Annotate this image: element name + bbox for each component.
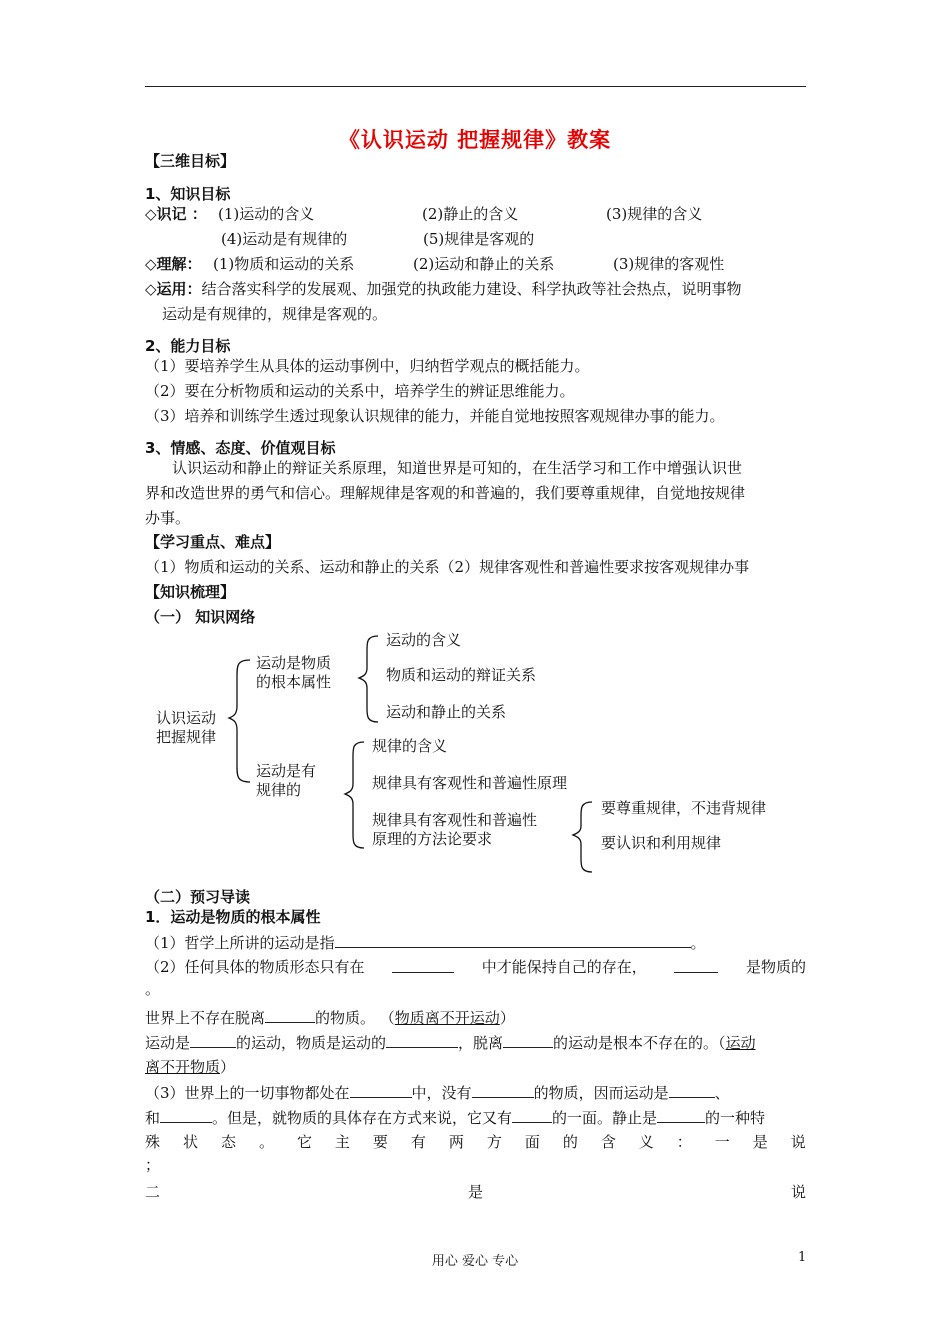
subsection-knowledge-network: （一） 知识网络 (145, 608, 256, 626)
question-line (145, 932, 706, 953)
question-line (145, 1007, 515, 1028)
underlined-text: 离不开物质 (145, 1058, 221, 1076)
question-char: 方 (486, 1133, 502, 1151)
question-line (145, 1132, 806, 1152)
tree-root-line: 把握规律 (156, 728, 217, 746)
fill-blank[interactable] (674, 957, 718, 973)
question-text: （1）哲学上所讲的运动是指 (145, 934, 335, 952)
ability-item: （3）培养和训练学生透过现象认识规律的能力，并能自觉地按照客观规律办事的能力。 (145, 407, 725, 425)
fill-blank[interactable] (472, 1082, 534, 1098)
key-points-text: （1）物质和运动的关系、运动和静止的关系（2）规律客观性和普遍性要求按客观规律办事 (145, 558, 750, 576)
apply-label: ◇运用： (145, 280, 202, 298)
fill-blank[interactable] (386, 1032, 458, 1048)
justified-line (145, 1132, 806, 1152)
question-text: 、 (714, 1084, 730, 1102)
justified-line (145, 957, 806, 977)
question-line (145, 1032, 756, 1053)
question-text: 的一面。静止是 (552, 1109, 658, 1127)
tree-item: 规律的含义 (372, 737, 448, 755)
apply-text-cont: 运动是有规律的，规律是客观的。 (162, 305, 388, 323)
page-footer: 用心 爱心 专心 (431, 1254, 519, 1269)
brace-branch1 (359, 636, 378, 722)
fill-blank[interactable] (657, 1107, 705, 1123)
question-char: ： (676, 1133, 692, 1151)
remember-item: (4)运动是有规律的 (221, 230, 348, 248)
fill-blank[interactable] (190, 1032, 236, 1048)
question-char: 是 (752, 1133, 768, 1151)
tree-branch2-line: 运动是有 (256, 762, 317, 780)
question-char: 说 (790, 1133, 806, 1151)
tree-branch2-line: 规律的 (256, 781, 302, 799)
fill-blank[interactable] (669, 1082, 715, 1098)
remember-label: ◇识记 ： (145, 205, 207, 223)
heading-motion-attribute-text: 1．运动是物质的根本属性 (145, 908, 321, 926)
underlined-text: 物质离不开运动 (394, 1009, 500, 1027)
tree-branch1-line: 运动是物质 (256, 654, 332, 672)
fill-blank[interactable] (160, 1107, 212, 1123)
question-line (145, 1182, 806, 1202)
tree-branch2-sub (372, 811, 537, 849)
question-text: 的一种特 (705, 1109, 766, 1127)
question-char: 面 (524, 1133, 540, 1151)
question-text: ） (499, 1009, 515, 1027)
question-char: 。 (258, 1133, 274, 1151)
tree-branch2 (256, 762, 316, 800)
section-three-goals: 【三维目标】 (145, 152, 236, 170)
question-char: 要 (372, 1133, 388, 1151)
section-key-points: 【学习重点、难点】 (145, 533, 281, 551)
question-char: 的 (562, 1133, 578, 1151)
question-line (145, 1082, 730, 1103)
question-text: 中才能保持自己的存在， (481, 958, 647, 976)
remember-item: (5)规律是客观的 (423, 230, 535, 248)
tree-item: 要认识和利用规律 (601, 834, 722, 852)
question-line (145, 1107, 765, 1128)
question-line (145, 1057, 235, 1077)
justified-line (145, 1182, 806, 1202)
question-char: 说 (790, 1183, 806, 1201)
question-text: 。 (145, 980, 161, 998)
understand-item: (2)运动和静止的关系 (413, 255, 555, 273)
tree-item: 物质和运动的辩证关系 (386, 666, 537, 684)
question-text: ） (220, 1058, 236, 1076)
tree-item: 规律具有客观性和普遍性原理 (372, 774, 568, 792)
subsection-preview: （二）预习导读 (145, 888, 251, 906)
question-text: 的运动，物质是运动的 (236, 1034, 387, 1052)
brace-branch2 (345, 742, 364, 848)
question-char: 义 (638, 1133, 654, 1151)
emotion-line: 办事。 (145, 509, 191, 527)
heading-emotion-text: 3、情感、态度、价值观目标 (145, 439, 336, 457)
heading-knowledge-text: 1、知识目标 (145, 185, 231, 203)
emotion-line: 界和改造世界的勇气和信心。理解规律是客观的和普遍的，我们要尊重规律，自觉地按规律 (145, 484, 746, 502)
heading-ability-text: 2、能力目标 (145, 337, 231, 355)
question-char: 态 (220, 1133, 236, 1151)
fill-blank[interactable] (265, 1007, 315, 1023)
question-text: 的物质，因而运动是 (533, 1084, 669, 1102)
apply-text: 结合落实科学的发展观、加强党的执政能力建设、科学执政等社会热点，说明事物 (201, 280, 742, 298)
brace-root (229, 660, 250, 782)
question-char: 主 (334, 1133, 350, 1151)
fill-blank[interactable] (350, 1082, 412, 1098)
tree-branch1 (256, 654, 331, 692)
underlined-text: 运动 (725, 1034, 756, 1052)
question-text: 的运动是根本不存在的。（ (553, 1034, 726, 1052)
page-number: 1 (798, 1250, 807, 1265)
section-knowledge-review: 【知识梳理】 (145, 583, 236, 601)
ability-item: （2）要在分析物质和运动的关系中，培养学生的辨证思维能力。 (145, 382, 575, 400)
question-text: （2）任何具体的物质形态只有在 (145, 958, 365, 976)
tree-branch2-sub-line: 原理的方法论要求 (372, 830, 493, 848)
question-char: 状 (182, 1133, 198, 1151)
question-char: 是 (467, 1183, 483, 1201)
question-text: （3）世界上的一切事物都处在 (145, 1084, 350, 1102)
emotion-line: 认识运动和静止的辩证关系原理，知道世界是可知的，在生活学习和工作中增强认识世 (172, 459, 743, 477)
tree-item: 要尊重规律，不违背规律 (601, 799, 767, 817)
fill-blank[interactable] (392, 957, 454, 973)
page-title: 《认识运动 把握规律》教案 (338, 127, 612, 152)
ability-item: （1）要培养学生从具体的运动事例中，归纳哲学观点的概括能力。 (145, 357, 590, 375)
brace-branch2-sub (573, 802, 592, 872)
question-char: 二 (145, 1183, 161, 1201)
tree-root (156, 709, 216, 747)
question-text: 。但是，就物质的具体存在方式来说，它又有 (212, 1109, 513, 1127)
fill-blank[interactable] (512, 1107, 552, 1123)
question-char: 它 (296, 1133, 312, 1151)
remember-item: (2)静止的含义 (422, 205, 519, 223)
tree-item: 运动的含义 (386, 631, 462, 649)
question-char: 殊 (145, 1133, 161, 1151)
fill-blank[interactable] (335, 932, 691, 948)
heading-motion-attribute (145, 907, 320, 927)
understand-item: (3)规律的客观性 (613, 255, 725, 273)
question-line (145, 957, 806, 977)
question-text: 中，没有 (411, 1084, 472, 1102)
tree-root-line: 认识运动 (156, 709, 217, 727)
remember-item: (1)运动的含义 (218, 205, 315, 223)
fill-blank[interactable] (503, 1032, 553, 1048)
question-text: ； (145, 1156, 161, 1174)
understand-item: (1)物质和运动的关系 (213, 255, 355, 273)
remember-item: (3)规律的含义 (606, 205, 703, 223)
question-text: ，脱离 (458, 1034, 504, 1052)
tree-branch2-sub-line: 规律具有客观性和普遍性 (372, 811, 538, 829)
tree-item: 运动和静止的关系 (386, 703, 507, 721)
question-char: 有 (410, 1133, 426, 1151)
tree-branch1-line: 的根本属性 (256, 673, 332, 691)
question-char: 含 (600, 1133, 616, 1151)
question-char: 两 (448, 1133, 464, 1151)
question-text: 和 (145, 1109, 161, 1127)
question-char: 一 (714, 1133, 730, 1151)
question-text: 。 (690, 934, 706, 952)
understand-label: ◇理解： (145, 255, 202, 273)
question-text: 世界上不存在脱离 (145, 1009, 266, 1027)
question-text: 是物质的 (745, 958, 806, 976)
question-text: 的物质。 （ (315, 1009, 395, 1027)
question-text: 运动是 (145, 1034, 191, 1052)
